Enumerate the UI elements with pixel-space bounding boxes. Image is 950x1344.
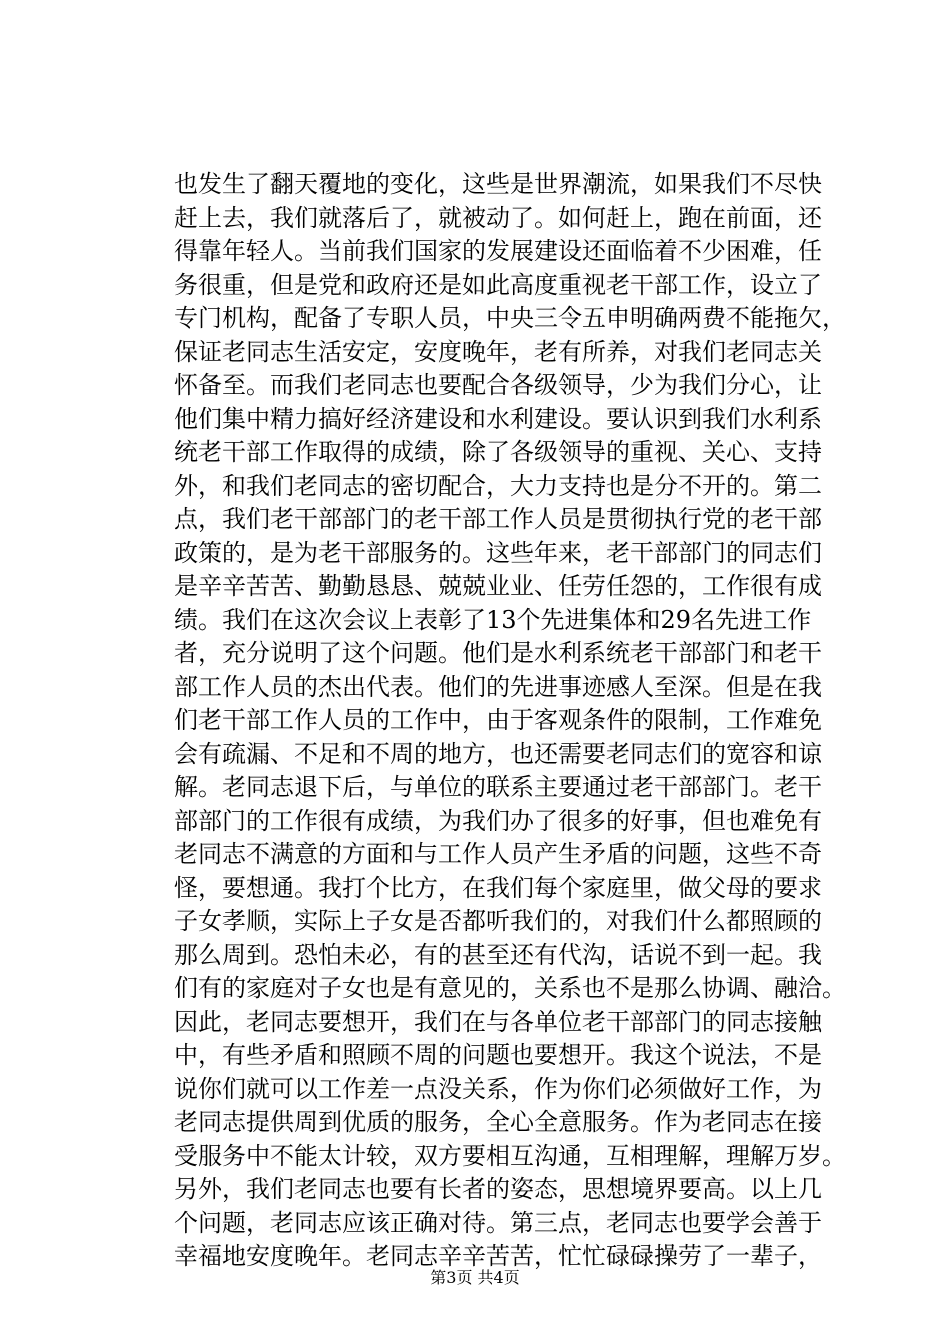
text-line: 赶上去，我们就落后了，就被动了。如何赶上，跑在前面，还 (174, 203, 822, 232)
text-line: 政策的，是为老干部服务的。这些年来，老干部部门的同志们 (174, 538, 822, 567)
text-line: 怪，要想通。我打个比方，在我们每个家庭里，做父母的要求 (174, 873, 822, 902)
text-line: 保证老同志生活安定，安度晚年，老有所养，对我们老同志关 (174, 337, 822, 366)
text-line: 受服务中不能太计较，双方要相互沟通，互相理解，理解万岁。 (174, 1141, 846, 1170)
text-line: 老同志不满意的方面和与工作人员产生矛盾的问题，这些不奇 (174, 840, 822, 868)
text-line: 个问题，老同志应该正确对待。第三点，老同志也要学会善于 (174, 1208, 822, 1237)
text-line: 中，有些矛盾和照顾不周的问题也要想开。我这个说法，不是 (174, 1041, 822, 1069)
text-line: 老同志提供周到优质的服务，全心全意服务。作为老同志在接 (174, 1108, 822, 1136)
text-line: 们老干部工作人员的工作中，由于客观条件的限制，工作难免 (174, 706, 822, 734)
text-line: 务很重，但是党和政府还是如此高度重视老干部工作，设立了 (174, 270, 822, 299)
text-line: 是辛辛苦苦、勤勤恳恳、兢兢业业、任劳任怨的，工作很有成 (174, 572, 822, 600)
text-line: 者，充分说明了这个问题。他们是水利系统老干部部门和老干 (174, 639, 822, 667)
text-line: 那么周到。恐怕未必，有的甚至还有代沟，话说不到一起。我 (174, 940, 822, 969)
text-line: 部部门的工作很有成绩，为我们办了很多的好事，但也难免有 (174, 806, 822, 835)
text-line: 说你们就可以工作差一点没关系，作为你们必须做好工作，为 (174, 1074, 822, 1103)
text-line: 会有疏漏、不足和不周的地方，也还需要老同志们的宽容和谅 (174, 739, 822, 768)
body-text (174, 168, 854, 1274)
text-line: 部工作人员的杰出代表。他们的先进事迹感人至深。但是在我 (174, 672, 822, 701)
text-line: 幸福地安度晚年。老同志辛辛苦苦，忙忙碌碌操劳了一辈子， (174, 1242, 822, 1270)
text-line: 子女孝顺，实际上子女是否都听我们的，对我们什么都照顾的 (174, 907, 822, 935)
text-line: 另外，我们老同志也要有长者的姿态，思想境界要高。以上几 (174, 1175, 822, 1203)
text-line: 他们集中精力搞好经济建设和水利建设。要认识到我们水利系 (174, 404, 822, 433)
text-line: 外，和我们老同志的密切配合，大力支持也是分不开的。第二 (174, 471, 822, 500)
text-line: 点，我们老干部部门的老干部工作人员是贯彻执行党的老干部 (174, 505, 822, 533)
text-line: 们有的家庭对子女也是有意见的，关系也不是那么协调、融洽。 (174, 974, 846, 1002)
text-line: 也发生了翻天覆地的变化，这些是世界潮流，如果我们不尽快 (174, 170, 822, 198)
text-line: 怀备至。而我们老同志也要配合各级领导，少为我们分心，让 (174, 371, 822, 399)
text-line: 因此，老同志要想开，我们在与各单位老干部部门的同志接触 (174, 1007, 822, 1036)
text-line: 得靠年轻人。当前我们国家的发展建设还面临着不少困难，任 (174, 237, 822, 265)
text-line: 专门机构，配备了专职人员，中央三令五申明确两费不能拖欠， (174, 304, 846, 332)
text-line: 绩。我们在这次会议上表彰了13个先进集体和29名先进工作 (174, 605, 812, 634)
text-line: 解。老同志退下后，与单位的联系主要通过老干部部门。老干 (174, 773, 822, 801)
text-line: 统老干部工作取得的成绩，除了各级领导的重视、关心、支持 (174, 438, 822, 466)
page-footer: 第3页 共4页 (430, 1268, 520, 1287)
